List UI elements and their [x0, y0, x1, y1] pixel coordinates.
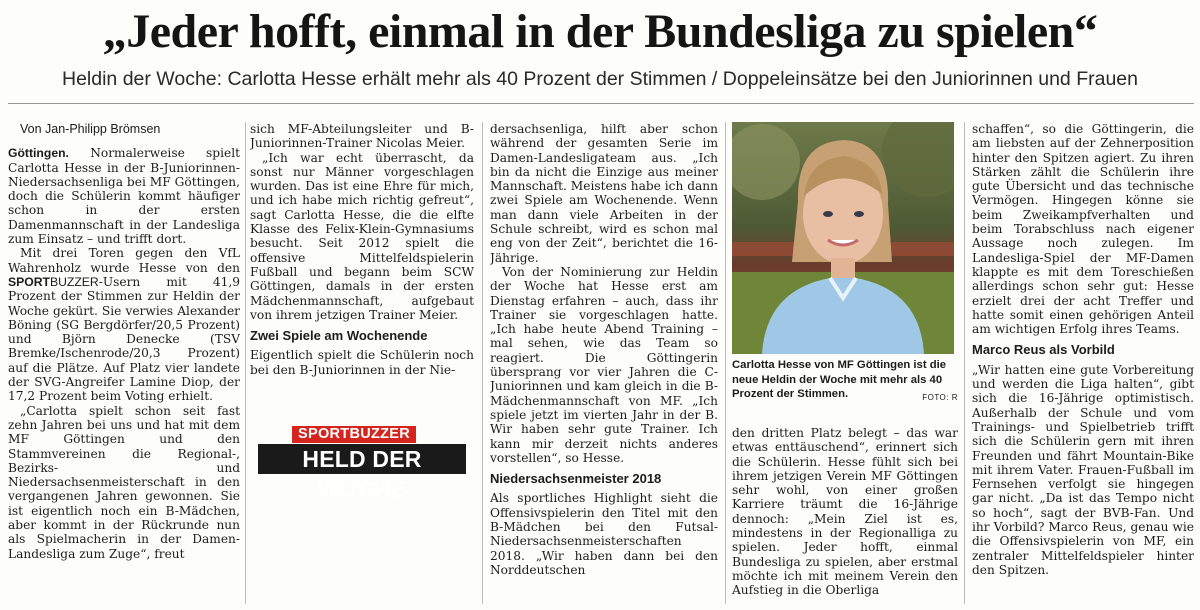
- article-column-5: [972, 122, 1194, 606]
- column-divider: [482, 122, 483, 604]
- paragraph: [8, 246, 240, 403]
- column-divider: [245, 122, 246, 604]
- sportbuzzer-logo: [258, 426, 466, 502]
- column-divider: [725, 122, 726, 604]
- subline: Heldin der Woche: Carlotta Hesse erhält mehr als 40 Prozent der Stimmen / Doppeleinsätze bei den Juniorinnen und Frauen: [62, 68, 1138, 90]
- paragraph: dersachsenliga, hilft aber schon während der gesamten Serie im Damen-Landesligateam aus. „Ich bin da nicht die Einzige aus meiner Mannschaft. Meistens habe ich dann zwei Spiele am Wochenende. Wenn man dann viele Arbeiten in der Schule schreibt, wird es schon mal eng von der Zeit“, berichtet die 16-Jährige.: [490, 122, 718, 265]
- paragraph: [8, 146, 240, 246]
- paragraph-text: Mit drei Toren gegen den VfL Wahrenholz wurde Hesse von den: [8, 246, 240, 275]
- headline: „Jeder hofft, einmal in der Bundesliga zu spielen“: [102, 5, 1098, 58]
- logo-wordmark: SPORTBUZZER: [292, 426, 416, 443]
- subheading: Zwei Spiele am Wochenende: [250, 328, 428, 344]
- caption-text: Carlotta Hesse von MF Göttingen ist die neue Heldin der Woche mit mehr als 40 Prozent der Stimmen.: [732, 359, 947, 400]
- paragraph: Eigentlich spielt die Schülerin noch bei den B-Juniorinnen in der Nie-: [250, 348, 474, 377]
- portrait-photo: [732, 122, 954, 354]
- paragraph: den dritten Platz belegt – das war etwas enttäuschend“, erinnert sich die Schülerin. Hesse fühlt sich bei ihrem jetzigen Verein MF Göttingen sehr wohl, von einer großen Karriere träumt die 16-Jährige dennoch: „Mein Ziel ist es, mindestens in der Regionalliga zu spielen. Jeder hofft, einmal Bundesliga zu spielen, aber erstmal möchte ich mit meinem Verein den Aufstieg in die Oberliga: [732, 426, 958, 598]
- subheading: Marco Reus als Vorbild: [972, 342, 1115, 358]
- column-divider: [964, 122, 965, 604]
- paragraph: schaffen“, so die Göttingerin, die am liebsten auf der Zehnerposition hinter den Spitzen agiert. Zu ihren Stärken zählt die Schülerin ihre gute Übersicht und das technische Vermögen. Hingegen könne sie beim Zweikampfverhalten und beim Torabschluss nach eigener Aussage noch zulegen. Im Landesliga-Spiel der MF-Damen klappte es mit dem Toreschießen allerdings schon sehr gut: Hesse erzielt drei der acht Treffer und hatte somit einen gehörigen Anteil am wichtigen Erfolg ihres Teams.: [972, 122, 1194, 337]
- paragraph-text: Normalerweise spielt Carlotta Hesse in der B-Juniorinnen-Niedersachsenliga bei MF Göttingen, doch die Schülerin kommt häufiger schon in der ersten Damenmannschaft in der Landesliga zum Einsatz – und trifft dort.: [8, 146, 240, 247]
- photo-credit: FOTO: R: [922, 393, 958, 402]
- paragraph: „Wir hatten eine gute Vorbereitung und werden die Liga halten“, gibt sich die 16-Jährige optimistisch. Außerhalb der Schule und vom Trainings- und Spielbetrieb trifft sich die Schülerin gern mit ihren Freunden und fährt Mountain-Bike mit ihrem Vater. Frauen-Fußball im Fernsehen verfolgt sie hingegen gar nicht. „Da ist das Tempo nicht so hoch“, sagt der BVB-Fan. Und ihr Vorbild? Marco Reus, genau wie die Offensivspielerin von MF, ein zentraler Mittelfeldspieler hinter den Spitzen.: [972, 362, 1194, 577]
- photo-caption: [732, 358, 958, 406]
- article-column-1: [8, 122, 240, 606]
- article-column-4: [732, 426, 958, 606]
- portrait-image: [732, 122, 954, 354]
- paragraph: „Ich war echt überrascht, da sonst nur Männer vorgeschlagen wurden. Das ist eine Ehre für mich, und ich habe mich richtig gefreut“, sagt Carlotta Hesse, die die elfte Klasse des Felix-Klein-Gymnasiums besucht. Seit 2012 spielt die offensive Mittelfeldspielerin Fußball und begann beim SCW Göttingen, damals in der ersten Mädchenmannschaft, aufgebaut von ihrem jetzigen Trainer Meier.: [250, 150, 474, 322]
- paragraph: sich MF-Abteilungsleiter und B-Juniorinnen-Trainer Nicolas Meier.: [250, 122, 474, 151]
- byline: Von Jan-Philipp Brömsen: [20, 122, 161, 136]
- dateline: Göttingen.: [8, 146, 69, 161]
- paragraph: „Carlotta spielt schon seit fast zehn Jahren bei uns und hat mit dem MF Göttingen und den Stammvereinen die Regional-, Bezirks- und Niedersachsenmeisterschaft in den vergangenen Jahren gewonnen. Sie ist eigentlich noch ein B-Mädchen, aber kommt in der Rückrunde nun als Spielmacherin in der Damen-Landesliga zum Zuge“, freut: [8, 403, 240, 561]
- paragraph: Als sportliches Highlight sieht die Offensivspielerin den Titel mit den B-Mädchen bei den Futsal-Niedersachsenmeisterschaften 2018. „Wir haben dann bei den Norddeutschen: [490, 491, 718, 577]
- paragraph: Von der Nominierung zur Heldin der Woche hat Hesse erst am Dienstag erfahren – auch, dass ihr Trainer sie vorgeschlagen hatte. „Ich habe heute Abend Training – mal sehen, wie das Team so reagiert. Die Göttingerin übersprang vor vier Jahren die C-Juniorinnen und kam gleich in die B-Mädchenmannschaft von MF. „Ich spiele jetzt im vierten Jahr in der B. Wir haben sehr gute Trainer. Ich kann mir derzeit nichts anderes vorstellen“, so Hesse.: [490, 264, 718, 465]
- brand-sport: SPORT: [8, 274, 50, 289]
- subheading: Niedersachsenmeister 2018: [490, 471, 662, 487]
- article-column-2: [250, 122, 474, 422]
- article-column-3: [490, 122, 718, 606]
- brand-buzzer: BUZZER: [49, 274, 99, 289]
- logo-title: HELD DER WOCHE: [258, 444, 466, 474]
- paragraph-text: -Usern mit 41,9 Prozent der Stimmen zur Heldin der Woche gekürt. Sie verwies Alexander Böning (SG Bergdörfer/20,5 Prozent) und Björn Denecke (TSV Bremke/Ischenrode/20,3 Prozent) auf die Plätze. Auf Platz vier landete der SVG-Angreifer Lamine Diop, der 17,2 Prozent beim Voting erhielt.: [8, 274, 240, 404]
- top-rule: [8, 103, 1194, 104]
